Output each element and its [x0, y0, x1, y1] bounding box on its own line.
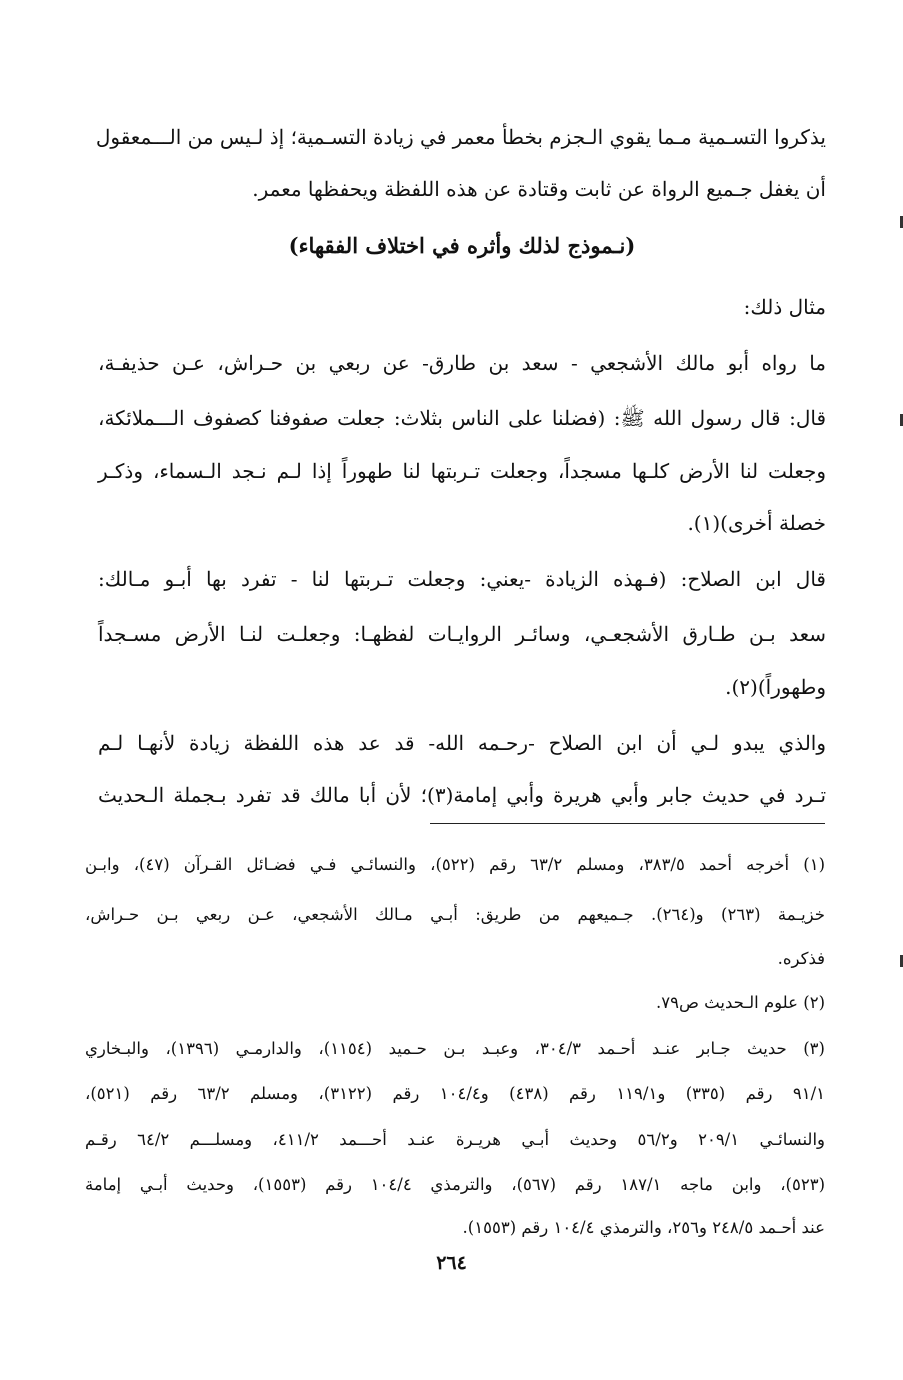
- page-number: ٢٦٤: [436, 1252, 467, 1274]
- footnote-line: (١) أخرجه أحمد ٣٨٣/٥، ومسلم ٦٣/٢ رقم (٥٢٢)، والنسائـي فـي فضـائل القـرآن (٤٧)، وابـن: [85, 855, 825, 874]
- body-line: وجعلت لنا الأرض كلـها مسجداً، وجعلت تـربتها لنا طهوراً إذا لـم نـجد الـسماء، وذكـر: [98, 459, 826, 483]
- section-heading: (نـموذج لذلك وأثره في اختلاف الفقهاء): [288, 233, 636, 258]
- footnote-line: فذكره.: [777, 949, 825, 968]
- body-line: قال: قال رسول الله ﷺ: (فضلنا على الناس بثلاث: جعلت صفوفنا كصفوف الـــملائكة،: [98, 406, 826, 430]
- body-line: أن يغفل جـميع الرواة عن ثابت وقتادة عن هذه اللفظة ويحفظها معمر.: [252, 177, 826, 201]
- body-line: خصلة أخرى)(١).: [687, 511, 826, 535]
- footnote-line: عند أحـمد ٢٤٨/٥ و٢٥٦، والترمذي ١٠٤/٤ رقم (١٥٥٣).: [462, 1218, 825, 1237]
- body-line: وطهوراً)(٢).: [725, 675, 826, 699]
- body-line: ما رواه أبو مالك الأشجعي - سعد بن طارق- عن ربعي بن حـراش، عـن حذيفـة،: [98, 351, 826, 375]
- footnote-line: (٢) علوم الـحديث ص٧٩.: [655, 993, 825, 1012]
- footnote-separator: [430, 823, 825, 824]
- footnote-line: خزيـمة (٢٦٣) و(٢٦٤). جـميعهم من طريق: أبـي مـالك الأشجعي، عـن ربعي بـن حـراش،: [85, 905, 825, 924]
- example-label: مثال ذلك:: [743, 295, 826, 319]
- footnote-line: (٣) حديث جـابر عنـد أحـمد ٣٠٤/٣، وعبـد بـن حـميد (١١٥٤)، والدارمـي (١٣٩٦)، والبـخاري: [85, 1039, 825, 1058]
- body-line: والذي يبدو لـي أن ابن الصلاح -رحـمه الله- قد عد هذه اللفظة زيادة لأنهـا لـم: [98, 731, 826, 755]
- body-line: تـرد في حديث جابر وأبي هريرة وأبي إمامة(٣)؛ لأن أبا مالك قد تفرد بـجملة الـحديث: [98, 783, 827, 807]
- footnote-line: ٩١/١ رقم (٣٣٥) و١١٩/١ رقم (٤٣٨) و١٠٤/٤ رقم (٣١٢٢)، ومسلم ٦٣/٢ رقم (٥٢١)،: [85, 1084, 826, 1103]
- footnote-line: والنسائـي ٢٠٩/١ و٥٦/٢ وحديث أبـي هريـرة عنـد أحـــمد ٤١١/٢، ومسلـــم ٦٤/٢ رقـم: [85, 1130, 826, 1149]
- body-line: يذكروا التسـمية مـما يقوي الـجزم بخطأ معمر في زيادة التسـمية؛ إذ لـيس من الـــمعقول: [95, 125, 826, 149]
- body-line: سعد بـن طـارق الأشجعـي، وسائـر الروايـات لفظهـا: وجعلـت لنـا الأرض مسـجداً: [98, 622, 826, 646]
- footnote-line: (٥٢٣)، وابن ماجه ١٨٧/١ رقم (٥٦٧)، والترمذي ١٠٤/٤ رقم (١٥٥٣)، وحديث أبـي إمامة: [85, 1175, 825, 1194]
- body-line: قال ابن الصلاح: (فـهذه الزيادة -يعني: وجعلت تـربتها لنا - تفرد بها أبـو مـالك:: [98, 567, 826, 591]
